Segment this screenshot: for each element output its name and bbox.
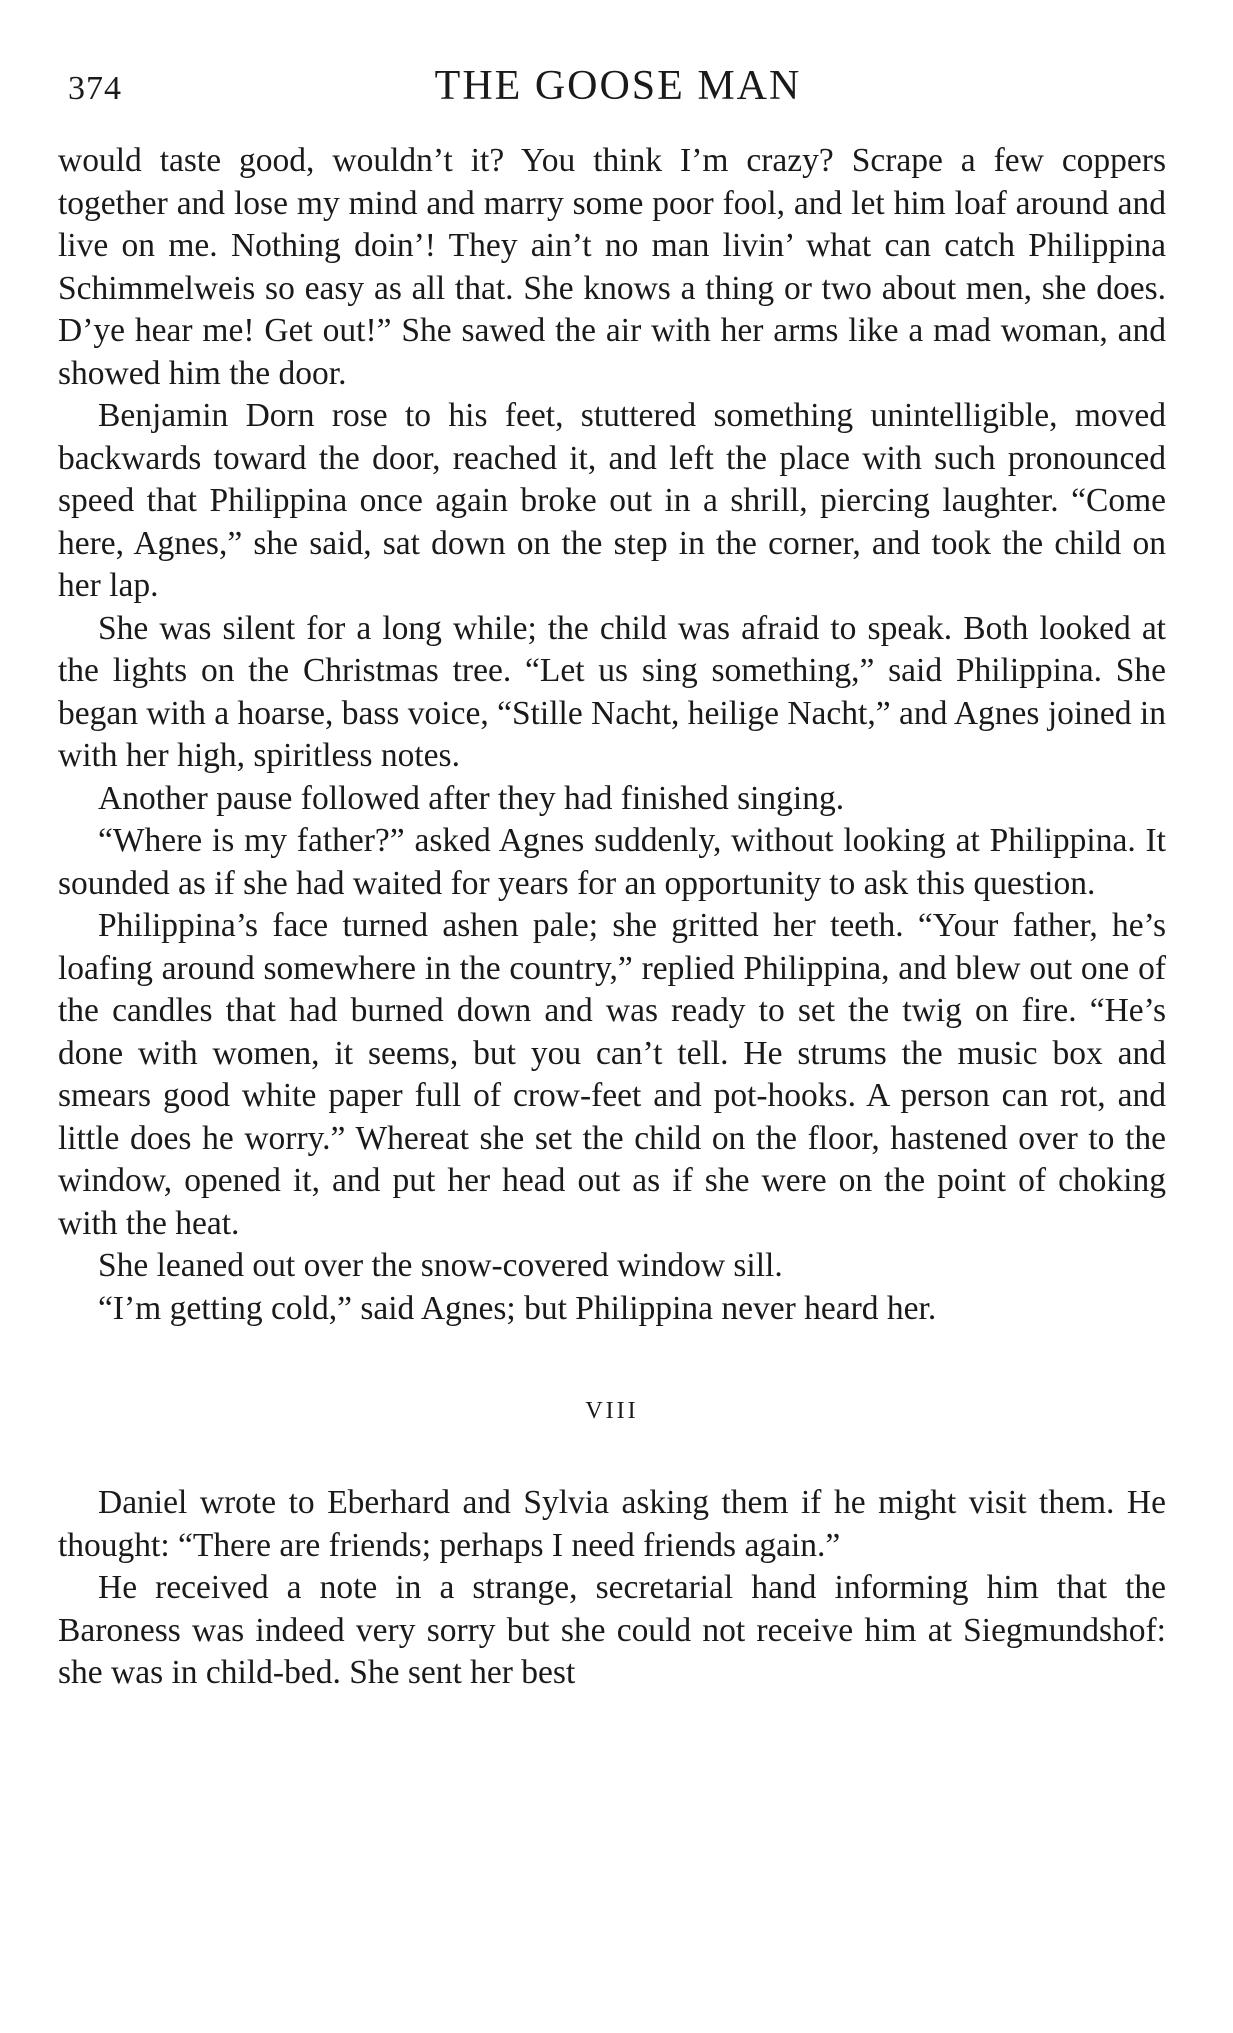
body-text [58, 140, 1166, 1695]
paragraph: She leaned out over the snow-covered window sill. [98, 1247, 783, 1284]
paragraph: Another pause followed after they had finished singing. [98, 779, 845, 817]
page-number: 374 [68, 70, 122, 107]
paragraph: would taste good, wouldn’t it? You think I’m crazy? Scrape a few coppers together and lose my mind and marry some poor fool, and let him loaf around and live on me. Nothing doin’! They ain’t no man livin’ what can catch Philippina Schimmelweis so easy as all that. She knows a thing or two about men, she does. D’ye hear me! Get out!” She sawed the air with her arms like a mad woman, and showed him the door. [58, 142, 1166, 392]
paragraph: Daniel wrote to Eberhard and Sylvia asking them if he might visit them. He thought: “There are friends; perhaps I need friends again.” [58, 1484, 1166, 1564]
book-title: THE GOOSE MAN [434, 63, 802, 109]
paragraph: He received a note in a strange, secretarial hand informing him that the Baroness was indeed very sorry but she could not receive him at Siegmundshof: she was in child-bed. She sent her best [58, 1569, 1166, 1691]
section-heading: VIII [585, 1398, 639, 1424]
paragraph: Philippina’s face turned ashen pale; she gritted her teeth. “Your father, he’s loafing around somewhere in the country,” replied Philippina, and blew out one of the candles that had burned down and was ready to set the twig on fire. “He’s done with women, it seems, but you can’t tell. He strums the music box and smears good white paper full of crow-feet and pot-hooks. A person can rot, and little does he worry.” Whereat she set the child on the floor, hastened over to the window, opened it, and put her head out as if she were on the point of choking with the heat. [58, 907, 1166, 1242]
paragraph: She was silent for a long while; the child was afraid to speak. Both looked at the lights on the Christmas tree. “Let us sing something,” said Philippina. She began with a hoarse, bass voice, “Stille Nacht, heilige Nacht,” and Agnes joined in with her high, spiritless notes. [58, 609, 1166, 774]
running-head [68, 58, 1168, 118]
paragraph: “Where is my father?” asked Agnes suddenly, without looking at Philippina. It sounded as if she had waited for years for an opportunity to ask this question. [58, 822, 1166, 902]
paragraph: “I’m getting cold,” said Agnes; but Philippina never heard her. [98, 1289, 937, 1327]
paragraph: Benjamin Dorn rose to his feet, stuttered something unintelligible, moved backwards toward the door, reached it, and left the place with such pronounced speed that Philippina once again broke out in a shrill, piercing laughter. “Come here, Agnes,” she said, sat down on the step in the corner, and took the child on her lap. [58, 397, 1166, 604]
